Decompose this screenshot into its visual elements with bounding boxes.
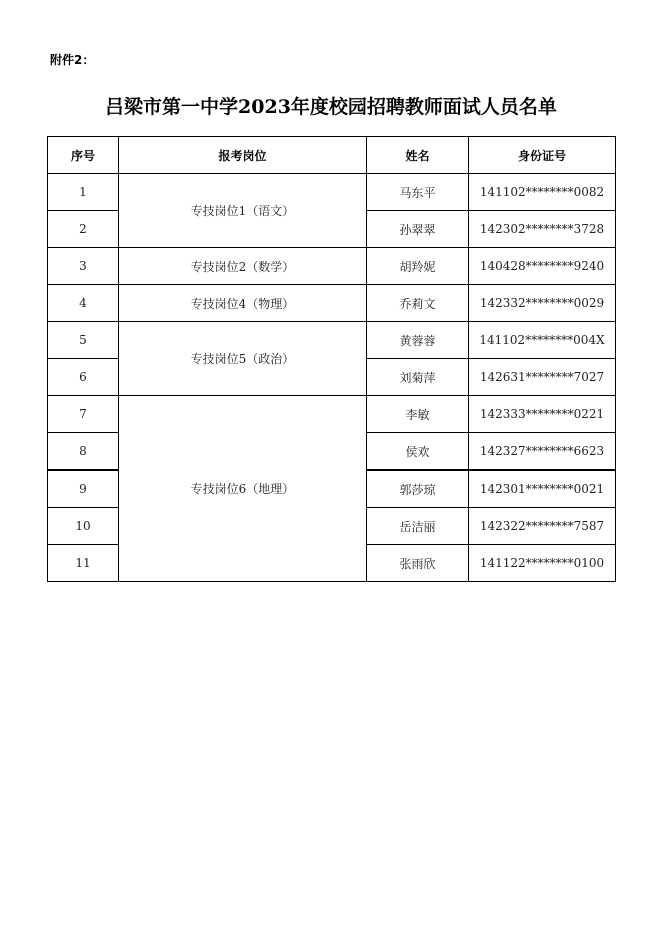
position-cell: 专技岗位6（地理） (119, 396, 367, 582)
header-position: 报考岗位 (119, 137, 367, 174)
id-cell: 142332********0029 (469, 285, 616, 322)
id-cell: 141102********004X (469, 322, 616, 359)
id-cell: 142322********7587 (469, 508, 616, 545)
position-cell: 专技岗位2（数学） (119, 248, 367, 285)
table-row (48, 285, 616, 322)
id-cell: 141102********0082 (469, 174, 616, 211)
id-cell: 142631********7027 (469, 359, 616, 396)
id-cell: 142302********3728 (469, 211, 616, 248)
position-cell: 专技岗位1（语文） (119, 174, 367, 248)
seq-cell: 1 (48, 174, 119, 211)
seq-cell: 8 (48, 433, 119, 471)
name-cell: 李敏 (367, 396, 469, 433)
table-header-row (48, 137, 616, 174)
id-cell: 140428********9240 (469, 248, 616, 285)
header-name: 姓名 (367, 137, 469, 174)
table-row (48, 174, 616, 211)
id-cell: 142333********0221 (469, 396, 616, 433)
name-cell: 黄蓉蓉 (367, 322, 469, 359)
seq-cell: 5 (48, 322, 119, 359)
table-row (48, 396, 616, 433)
name-cell: 岳洁丽 (367, 508, 469, 545)
header-seq: 序号 (48, 137, 119, 174)
position-cell: 专技岗位5（政治） (119, 322, 367, 396)
name-cell: 胡羚妮 (367, 248, 469, 285)
id-cell: 141122********0100 (469, 545, 616, 582)
seq-cell: 10 (48, 508, 119, 545)
seq-cell: 6 (48, 359, 119, 396)
page-title: 吕梁市第一中学2023年度校园招聘教师面试人员名单 (105, 96, 557, 118)
name-cell: 孙翠翠 (367, 211, 469, 248)
interview-roster-table (47, 136, 616, 582)
name-cell: 乔莉文 (367, 285, 469, 322)
seq-cell: 3 (48, 248, 119, 285)
attachment-label: 附件2： (50, 53, 95, 67)
name-cell: 刘菊萍 (367, 359, 469, 396)
name-cell: 郭莎琼 (367, 470, 469, 508)
name-cell: 张雨欣 (367, 545, 469, 582)
name-cell: 马东平 (367, 174, 469, 211)
seq-cell: 2 (48, 211, 119, 248)
header-id: 身份证号 (469, 137, 616, 174)
seq-cell: 11 (48, 545, 119, 582)
id-cell: 142327********6623 (469, 433, 616, 471)
id-cell: 142301********0021 (469, 470, 616, 508)
seq-cell: 4 (48, 285, 119, 322)
name-cell: 侯欢 (367, 433, 469, 471)
seq-cell: 7 (48, 396, 119, 433)
table-row (48, 248, 616, 285)
seq-cell: 9 (48, 470, 119, 508)
table-row (48, 322, 616, 359)
position-cell: 专技岗位4（物理） (119, 285, 367, 322)
